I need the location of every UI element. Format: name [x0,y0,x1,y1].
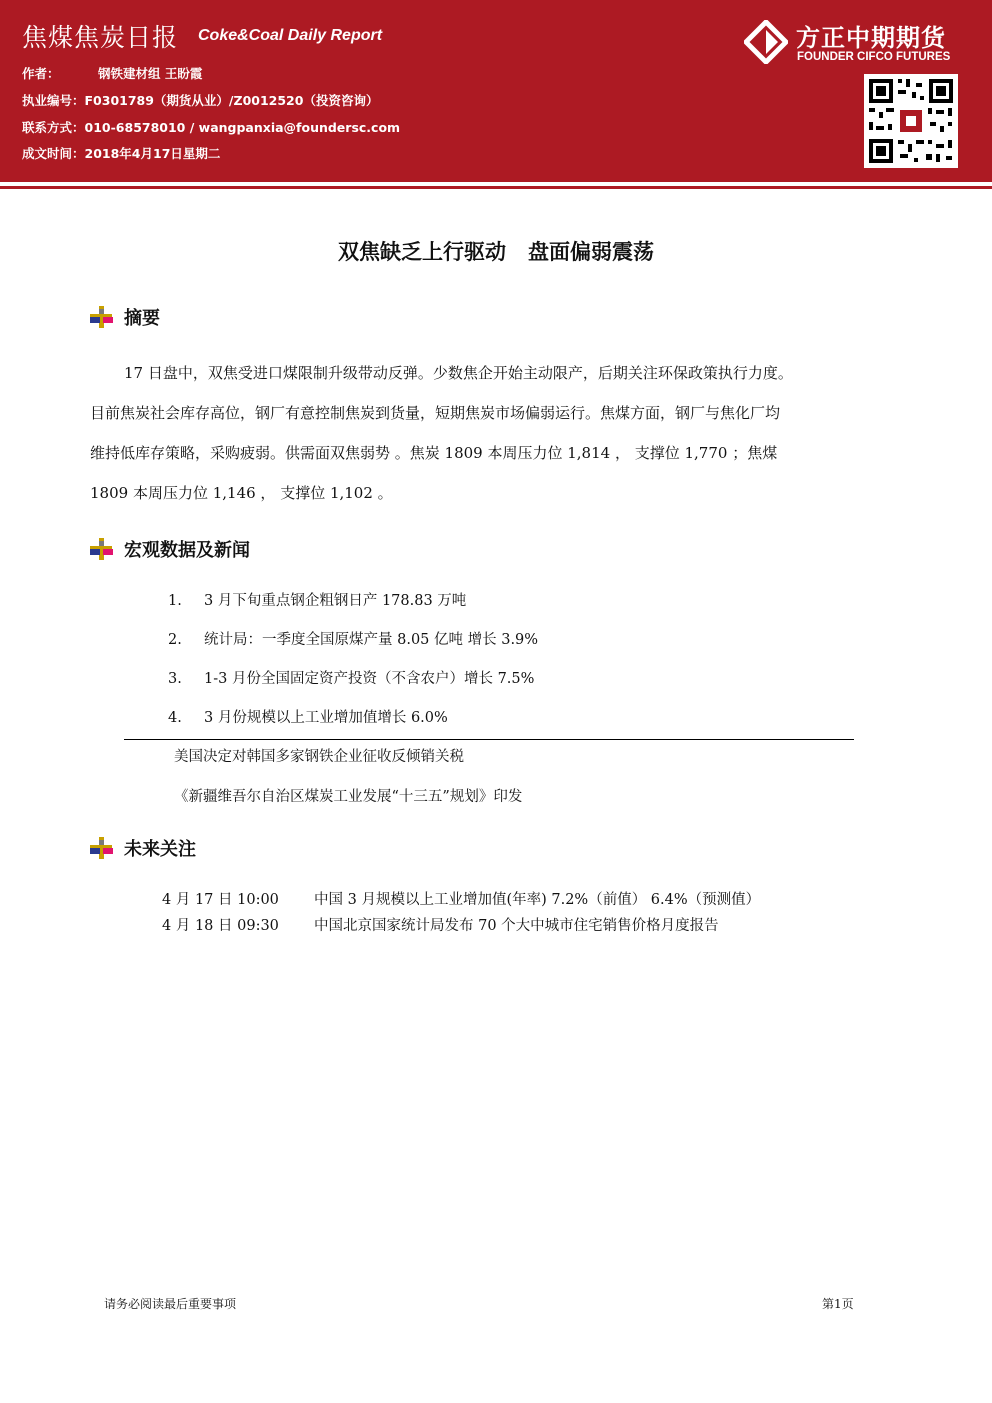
contact-row [22,118,400,136]
report-title: 焦煤焦炭日报 [22,23,179,52]
date-value: 2018年4月17日星期二 [84,146,221,161]
summary-line: 17 日盘中，双焦受进口煤限制升级带动反弹。少数焦企开始主动限产，后期关注环保政策执行力度。 [124,364,793,382]
logo-english-name: FOUNDER CIFCO FUTURES [797,51,951,63]
event-row [162,888,760,909]
date-label: 成文时间： [22,146,85,161]
summary-line: 1809 本周压力位 1,146 ， 支撑位 1,102 。 [90,484,393,502]
news-number: 3. [168,671,182,687]
section-bullet-icon [90,306,114,328]
contact-label: 联系方式： [22,120,85,135]
news-number: 4. [168,710,182,726]
qr-code-icon[interactable] [864,74,958,168]
author-row [22,64,202,82]
event-text: 中国北京国家统计局发布 70 个大中城市住宅销售价格月度报告 [314,918,719,934]
news-text: 3 月下旬重点钢企粗钢日产 178.83 万吨 [204,593,467,609]
news-extra: 美国决定对韩国多家钢铁企业征收反倾销关税 [174,749,464,765]
document-title: 双焦缺乏上行驱动 盘面偏弱震荡 [338,240,654,264]
license-value: F0301789（期货从业）/Z0012520（投资咨询） [84,93,379,108]
summary-line: 维持低库存策略，采购疲弱。供需面双焦弱势 。焦炭 1809 本周压力位 1,814 ， 支撑位 1,770 ；焦煤 [90,444,778,462]
section-future-heading: 未来关注 [124,839,196,860]
news-number: 2. [168,632,182,648]
contact-value[interactable]: 010-68578010 / wangpanxia@foundersc.com [84,120,401,135]
summary-line: 目前焦炭社会库存高位，钢厂有意控制焦炭到货量，短期焦炭市场偏弱运行。焦煤方面，钢厂与焦化厂均 [90,404,781,422]
news-item [168,628,538,649]
report-header [0,0,992,182]
footer-notice: 请务必阅读最后重要事项 [104,1297,237,1311]
section-macro-heading: 宏观数据及新闻 [124,540,250,561]
company-logo [744,18,974,68]
event-date: 4 月 17 日 10:00 [162,892,279,908]
event-row [162,914,719,935]
news-item [168,589,466,610]
date-row [22,144,220,162]
section-bullet-icon [90,538,114,560]
header-divider [0,186,992,189]
news-number: 1. [168,593,182,609]
news-item [168,706,448,727]
news-text: 3 月份规模以上工业增加值增长 6.0% [204,710,448,726]
event-date: 4 月 18 日 09:30 [162,918,279,934]
event-text: 中国 3 月规模以上工业增加值(年率) 7.2%（前值） 6.4%（预测值） [314,892,761,908]
news-item [168,667,534,688]
author-label: 作者： [22,66,60,81]
logo-chinese-name: 方正中期期货 [796,24,946,52]
license-row [22,91,378,109]
license-label: 执业编号： [22,93,85,108]
report-subtitle: Coke&Coal Daily Report [198,27,383,44]
horizontal-rule [124,739,854,740]
news-text: 统计局：一季度全国原煤产量 8.05 亿吨 增长 3.9% [204,632,539,648]
section-bullet-icon [90,837,114,859]
page-number: 第1页 [822,1297,854,1311]
news-text: 1-3 月份全国固定资产投资（不含农户）增长 7.5% [204,671,535,687]
logo-mark-icon [744,20,788,64]
news-extra: 《新疆维吾尔自治区煤炭工业发展“十三五”规划》印发 [174,789,523,805]
author-value: 钢铁建材组 王盼霞 [98,66,203,81]
section-summary-heading: 摘要 [124,308,160,329]
